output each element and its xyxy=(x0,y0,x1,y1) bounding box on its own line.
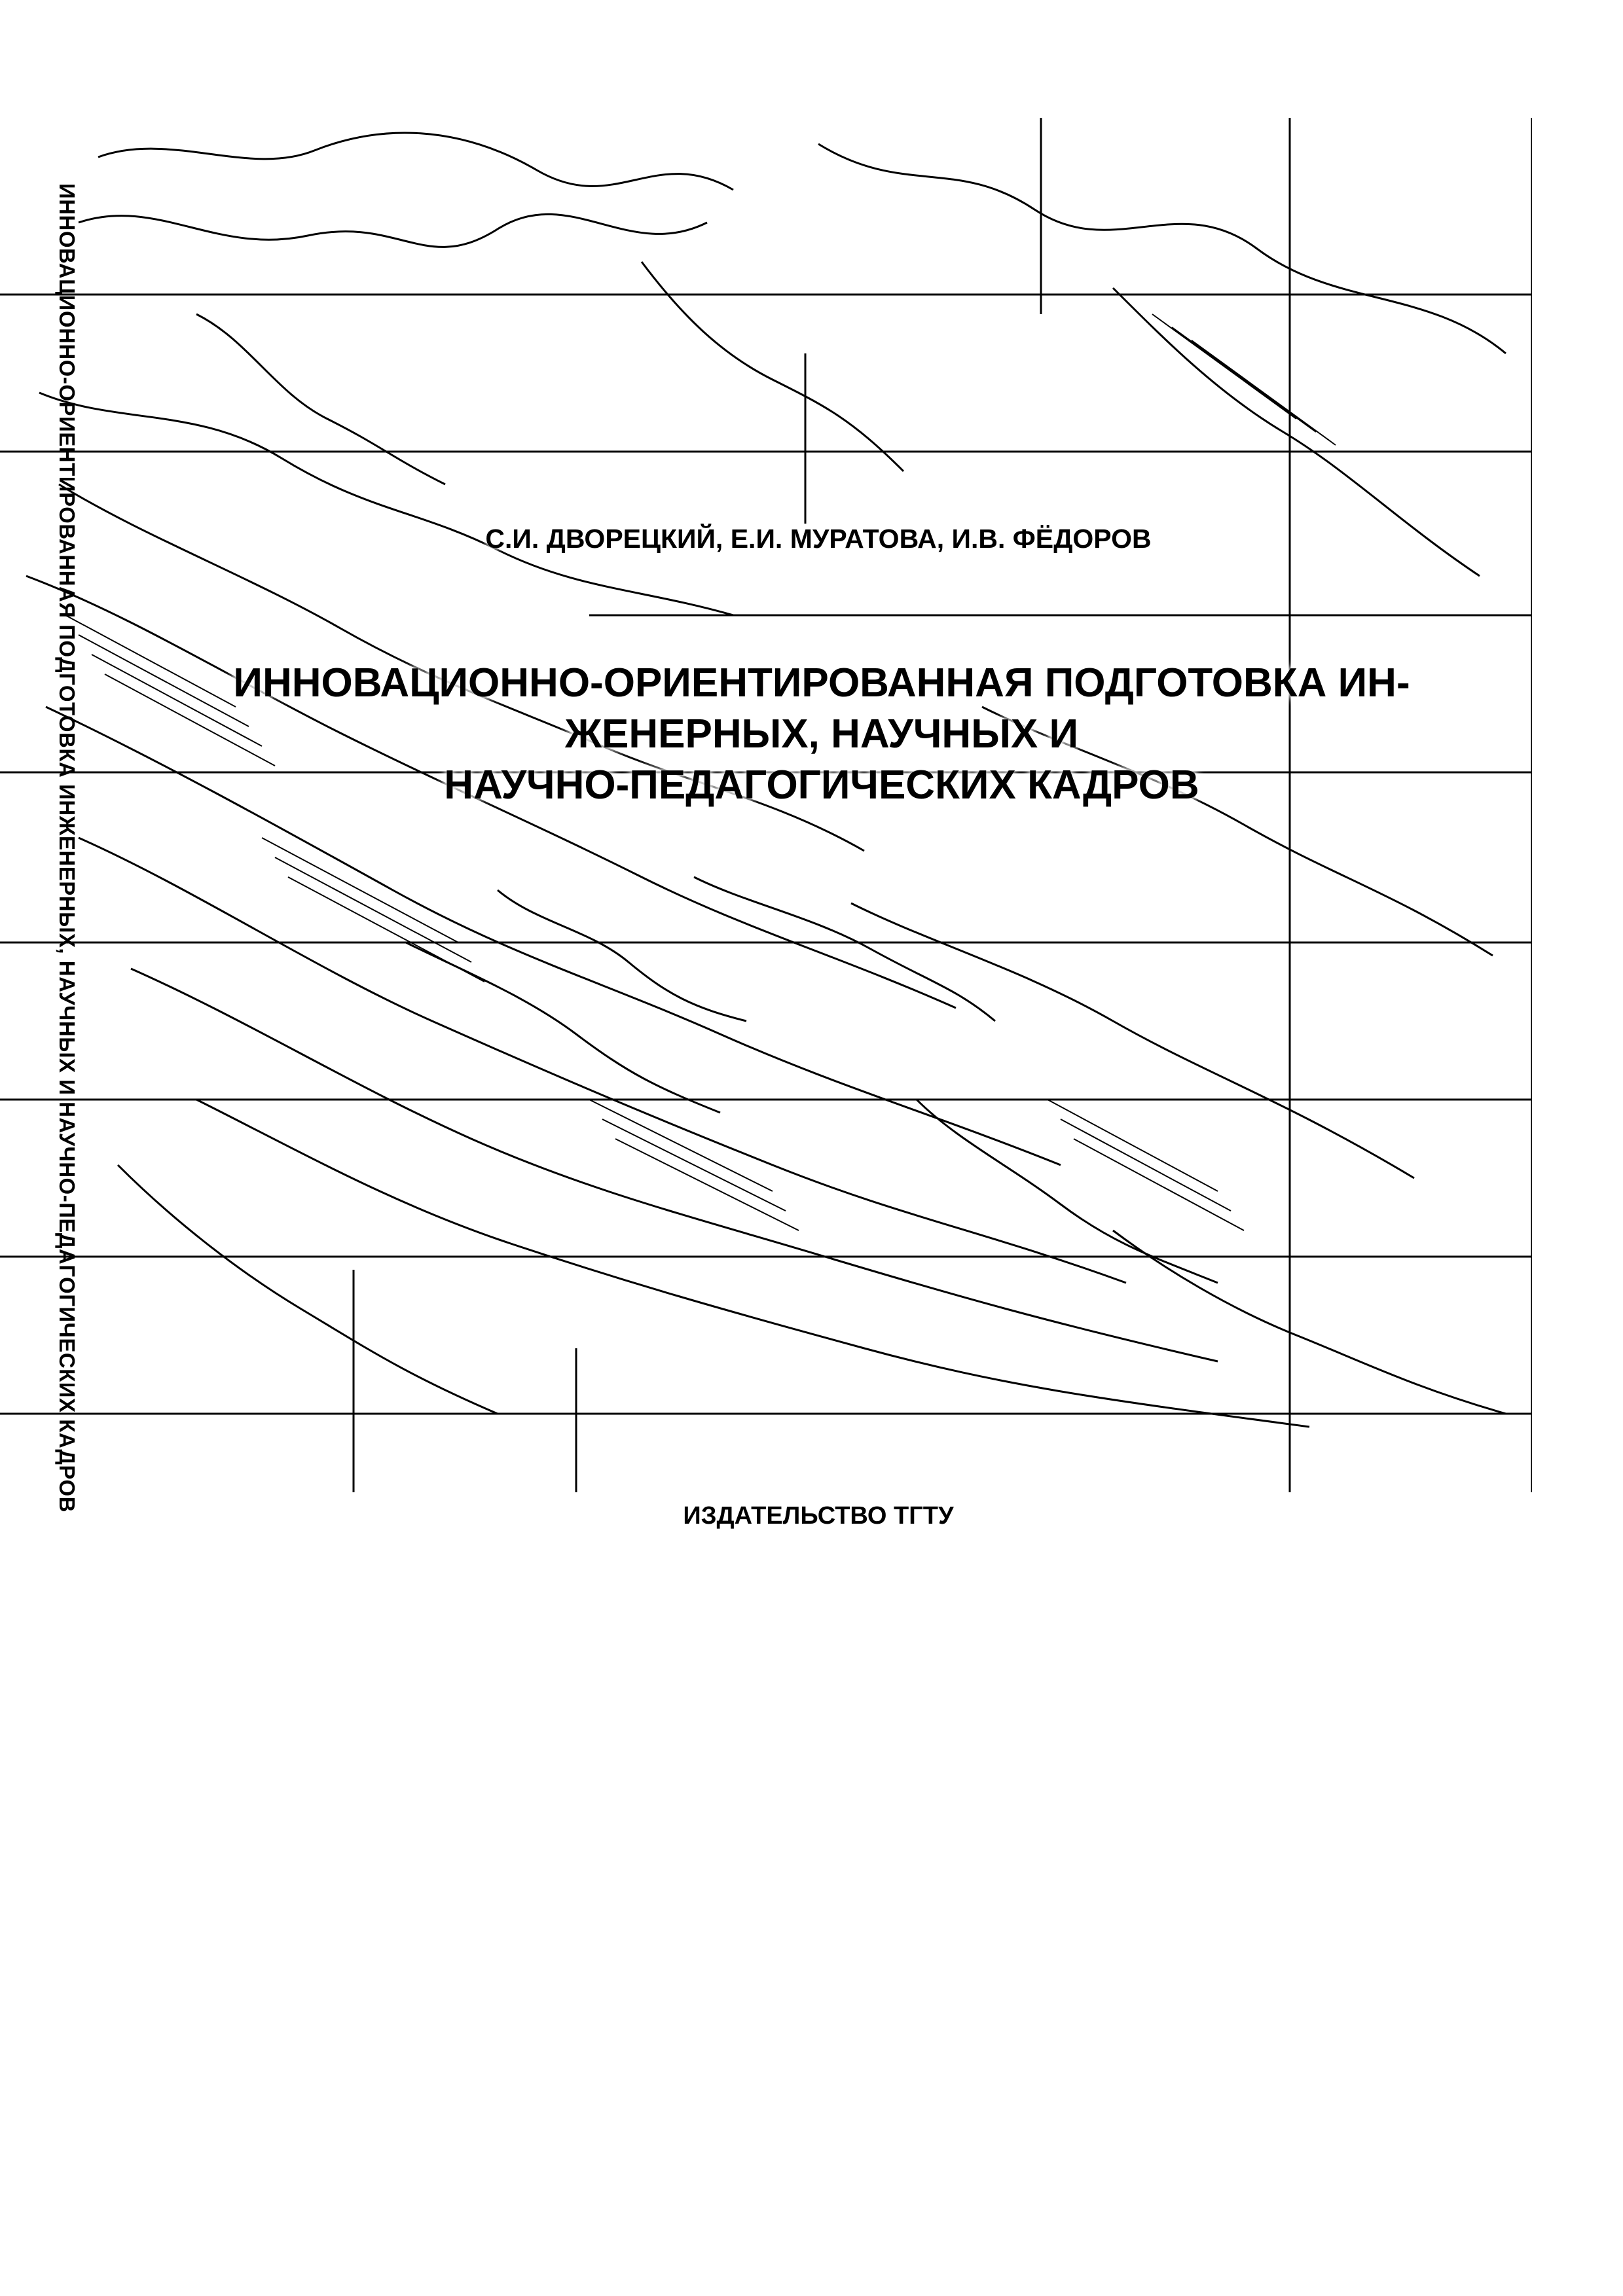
book-title xyxy=(157,658,1486,811)
title-line-2: ЖЕНЕРНЫХ, НАУЧНЫХ И xyxy=(564,711,1079,757)
authors: С.И. ДВОРЕЦКИЙ, Е.И. МУРАТОВА, И.В. ФЁДОРОВ xyxy=(485,524,1152,554)
title-line-1: ИННОВАЦИОННО-ОРИЕНТИРОВАННАЯ ПОДГОТОВКА ИН- xyxy=(233,660,1410,706)
spine-title: ИННОВАЦИОННО-ОРИЕНТИРОВАННАЯ ПОДГОТОВКА ИНЖЕНЕРНЫХ, НАУЧНЫХ И НАУЧНО-ПЕДАГОГИЧЕСКИХ КАДРОВ xyxy=(55,183,79,1513)
publisher: ИЗДАТЕЛЬСТВО ТГТУ xyxy=(683,1502,954,1530)
book-spine xyxy=(41,183,93,1513)
title-line-3: НАУЧНО-ПЕДАГОГИЧЕСКИХ КАДРОВ xyxy=(444,762,1199,808)
